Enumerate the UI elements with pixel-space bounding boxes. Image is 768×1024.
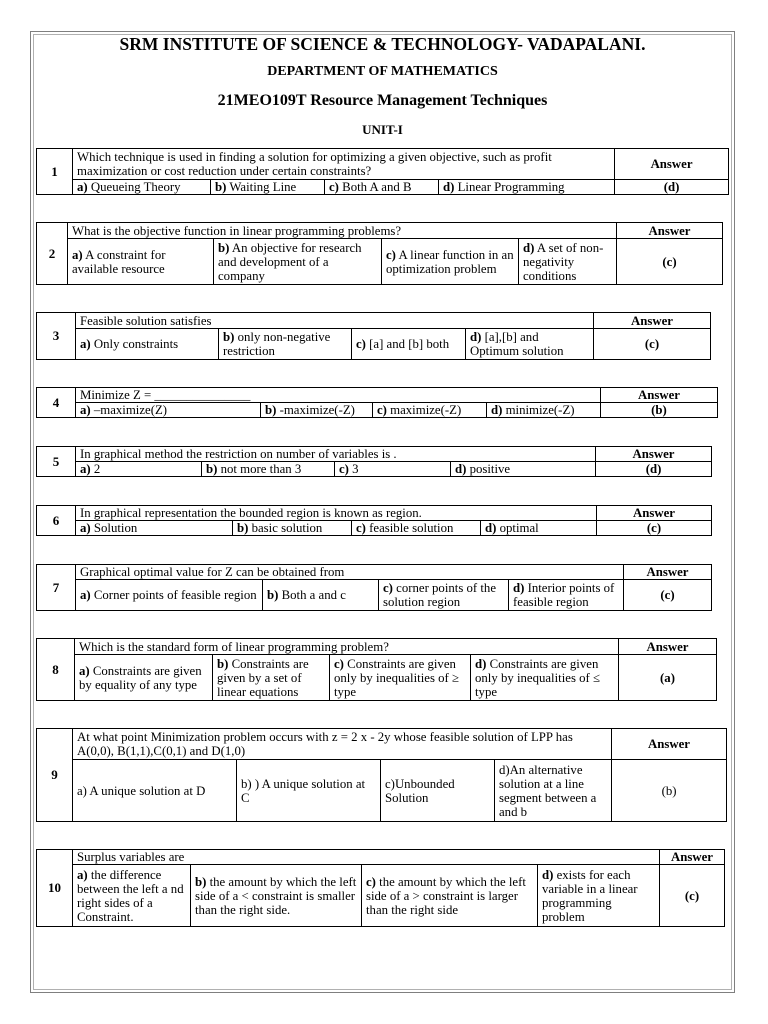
answer-value: (c) xyxy=(624,580,712,611)
option-a: a) Solution xyxy=(76,521,233,536)
option-c: c) Constraints are given only by inequalities of ≥ type xyxy=(330,655,471,701)
answer-label: Answer xyxy=(612,729,727,760)
question-text: Which technique is used in finding a solution for optimizing a given objective, such as profit maximization or cost reduction under certain constraints? xyxy=(73,149,615,180)
question-number: 6 xyxy=(37,506,76,536)
option-d: d) exists for each variable in a linear programming problem xyxy=(538,865,660,927)
answer-label: Answer xyxy=(624,565,712,580)
answer-value: (d) xyxy=(615,180,729,195)
option-b: b) ) A unique solution at C xyxy=(237,760,381,822)
option-d: d) [a],[b] and Optimum solution xyxy=(466,329,594,360)
option-d: d) positive xyxy=(451,462,596,477)
question-4-table xyxy=(36,387,718,418)
answer-label: Answer xyxy=(615,149,729,180)
question-text: In graphical representation the bounded region is known as region. xyxy=(76,506,597,521)
question-number: 5 xyxy=(37,447,76,477)
unit-title: UNIT-I xyxy=(362,122,403,137)
question-5-table xyxy=(36,446,712,477)
option-c: c) A linear function in an optimization problem xyxy=(382,239,519,285)
question-text: In graphical method the restriction on number of variables is . xyxy=(76,447,596,462)
institute-title: SRM INSTITUTE OF SCIENCE & TECHNOLOGY- VADAPALANI. xyxy=(119,34,646,54)
option-d: d) optimal xyxy=(481,521,597,536)
option-c: c)Unbounded Solution xyxy=(381,760,495,822)
answer-value: (c) xyxy=(594,329,711,360)
question-8-table xyxy=(36,638,717,701)
option-a: a) the difference between the left a nd right sides of a Constraint. xyxy=(73,865,191,927)
option-d: d)An alternative solution at a line segment between a and b xyxy=(495,760,612,822)
option-c: c) [a] and [b] both xyxy=(352,329,466,360)
answer-value: (c) xyxy=(597,521,712,536)
option-b: b) basic solution xyxy=(233,521,352,536)
question-2-table xyxy=(36,222,723,285)
question-text: Surplus variables are xyxy=(73,850,660,865)
question-text: Which is the standard form of linear programming problem? xyxy=(75,639,619,655)
answer-value: (b) xyxy=(601,403,718,418)
option-a: a) A constraint for available resource xyxy=(68,239,214,285)
question-number: 2 xyxy=(37,223,68,285)
question-text: Feasible solution satisfies xyxy=(76,313,594,329)
department-title: DEPARTMENT OF MATHEMATICS xyxy=(267,64,498,79)
answer-label: Answer xyxy=(596,447,712,462)
option-d: d) minimize(-Z) xyxy=(487,403,601,418)
option-b: b) the amount by which the left side of a < constraint is smaller than the right side. xyxy=(191,865,362,927)
option-d: d) Interior points of feasible region xyxy=(509,580,624,611)
option-c: c) maximize(-Z) xyxy=(373,403,487,418)
question-number: 3 xyxy=(37,313,76,360)
option-a: a) Corner points of feasible region xyxy=(76,580,263,611)
question-number: 8 xyxy=(37,639,75,701)
answer-label: Answer xyxy=(617,223,723,239)
answer-label: Answer xyxy=(594,313,711,329)
option-c: c) 3 xyxy=(335,462,451,477)
option-b: b) Waiting Line xyxy=(211,180,325,195)
question-3-table xyxy=(36,312,711,360)
option-c: c) corner points of the solution region xyxy=(379,580,509,611)
option-c: c) feasible solution xyxy=(352,521,481,536)
question-number: 1 xyxy=(37,149,73,195)
option-c: c) the amount by which the left side of a > constraint is larger than the right side xyxy=(362,865,538,927)
answer-label: Answer xyxy=(597,506,712,521)
option-d: d) Constraints are given only by inequalities of ≤ type xyxy=(471,655,619,701)
option-a: a) Constraints are given by equality of any type xyxy=(75,655,213,701)
option-a: a) 2 xyxy=(76,462,202,477)
answer-label: Answer xyxy=(619,639,717,655)
option-b: b) -maximize(-Z) xyxy=(261,403,373,418)
question-7-table xyxy=(36,564,712,611)
question-number: 10 xyxy=(37,850,73,927)
question-text: What is the objective function in linear programming problems? xyxy=(68,223,617,239)
question-text: Minimize Z = _______________ xyxy=(76,388,601,403)
option-b: b) An objective for research and development of a company xyxy=(214,239,382,285)
option-a: a) Only constraints xyxy=(76,329,219,360)
question-10-table xyxy=(36,849,725,927)
question-9-table xyxy=(36,728,727,822)
option-c: c) Both A and B xyxy=(325,180,439,195)
question-text: At what point Minimization problem occurs with z = 2 x - 2y whose feasible solution of LPP has A(0,0), B(1,1),C(0,1) and D(1,0) xyxy=(73,729,612,760)
option-d: d) A set of non-negativity conditions xyxy=(519,239,617,285)
option-b: b) only non-negative restriction xyxy=(219,329,352,360)
option-b: b) not more than 3 xyxy=(202,462,335,477)
option-b: b) Constraints are given by a set of linear equations xyxy=(213,655,330,701)
question-number: 4 xyxy=(37,388,76,418)
option-a: a) Queueing Theory xyxy=(73,180,211,195)
question-1-table xyxy=(36,148,729,195)
answer-value: (c) xyxy=(617,239,723,285)
answer-value: (b) xyxy=(612,760,727,822)
option-b: b) Both a and c xyxy=(263,580,379,611)
answer-value: (d) xyxy=(596,462,712,477)
answer-label: Answer xyxy=(660,850,725,865)
option-a: a) –maximize(Z) xyxy=(76,403,261,418)
answer-label: Answer xyxy=(601,388,718,403)
option-a: a) A unique solution at D xyxy=(73,760,237,822)
answer-value: (c) xyxy=(660,865,725,927)
course-title: 21MEO109T Resource Management Techniques xyxy=(217,92,548,109)
option-d: d) Linear Programming xyxy=(439,180,615,195)
question-number: 9 xyxy=(37,729,73,822)
question-6-table xyxy=(36,505,712,536)
question-number: 7 xyxy=(37,565,76,611)
answer-value: (a) xyxy=(619,655,717,701)
question-text: Graphical optimal value for Z can be obtained from xyxy=(76,565,624,580)
